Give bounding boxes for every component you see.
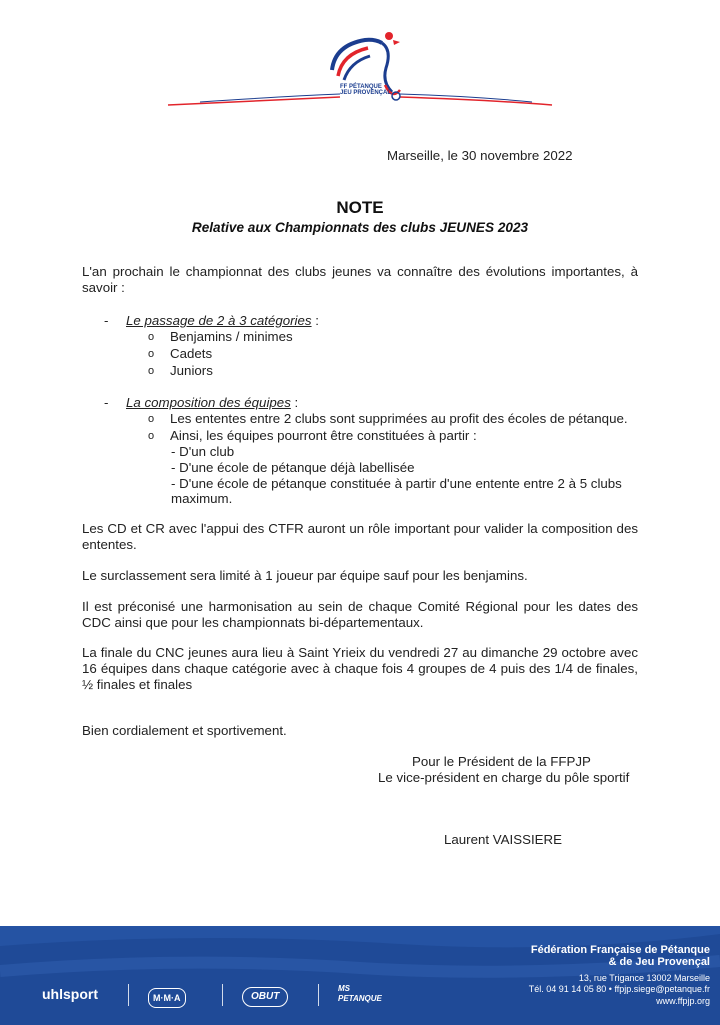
- section1-heading-line: [126, 313, 319, 329]
- category-item: Cadets: [170, 346, 213, 361]
- footer-org-line1: Fédération Française de Pétanque: [530, 944, 710, 956]
- signature-name: Laurent VAISSIERE: [444, 832, 563, 847]
- bullet-icon: o: [148, 348, 155, 360]
- sponsor-separator: [318, 984, 319, 1006]
- bullet-icon: o: [148, 365, 155, 377]
- category-item: Benjamins / minimes: [170, 329, 293, 344]
- sponsor-ms-petanque-logo: MS PETANQUE: [338, 984, 382, 1003]
- section2-heading-line: [126, 395, 298, 411]
- intro-paragraph: L'an prochain le championnat des clubs jeunes va connaître des évolutions importantes, à savoir :: [82, 264, 638, 295]
- document-date: Marseille, le 30 novembre 2022: [387, 148, 573, 163]
- closing-line: Bien cordialement et sportivement.: [82, 723, 287, 738]
- bullet-icon: o: [148, 331, 155, 343]
- footer-website: www.ffpjp.org: [656, 996, 710, 1006]
- bullet-icon: o: [148, 430, 155, 442]
- sub-item: - D'une école de pétanque constituée à partir d'une entente entre 2 à 5 clubs: [171, 476, 622, 491]
- category-item: Juniors: [170, 363, 213, 378]
- section1-heading: Le passage de 2 à 3 catégories: [126, 313, 312, 328]
- sub-item: - D'un club: [171, 444, 235, 459]
- sponsor-uhlsport-logo: uhlsport: [42, 986, 98, 1002]
- bullet-icon: o: [148, 413, 155, 425]
- footer-banner: [0, 926, 720, 1025]
- paragraph-finale: La finale du CNC jeunes aura lieu à Saint Yrieix du vendredi 27 au dimanche 29 octobre avec 16 équipes dans chaque catégorie avec à chaque fois 4 groupes de 4 puis des 1/4 de finales, ½ finales et finales: [82, 645, 638, 692]
- section1-suffix: :: [311, 313, 319, 328]
- composition-item: Ainsi, les équipes pourront être constituées à partir :: [170, 428, 477, 443]
- header-logo: [0, 20, 720, 120]
- section2-heading: La composition des équipes: [126, 395, 291, 410]
- footer-contact: Tél. 04 91 14 05 80 • ffpjp.siege@petanque.fr: [528, 984, 710, 994]
- section2-dash: -: [104, 395, 109, 410]
- section1-dash: -: [104, 313, 109, 328]
- sub-item: maximum.: [171, 491, 233, 506]
- section2-suffix: :: [290, 395, 299, 410]
- rooster-logo-icon: [160, 20, 560, 115]
- footer-address: 13, rue Trigance 13002 Marseille: [578, 973, 710, 983]
- document-subtitle: Relative aux Championnats des clubs JEUNES 2023: [191, 220, 529, 235]
- sponsor-separator: [222, 984, 223, 1006]
- logo-line2: JEU PROVENÇAL: [340, 90, 392, 96]
- footer-org-line2: & de Jeu Provençal: [608, 956, 710, 968]
- paragraph-harmonisation: Il est préconisé une harmonisation au sein de chaque Comité Régional pour les dates des CDC ainsi que pour les championnats bi-départementaux.: [82, 599, 638, 630]
- signature-line2: Le vice-président en charge du pôle sportif: [378, 770, 630, 785]
- sub-item: - D'une école de pétanque déjà labellisée: [171, 460, 415, 475]
- paragraph-surclassement: Le surclassement sera limité à 1 joueur par équipe sauf pour les benjamins.: [82, 568, 528, 583]
- sponsor-separator: [128, 984, 129, 1006]
- sponsor-obut-logo: OBUT: [242, 987, 288, 1007]
- document-title: NOTE: [336, 198, 384, 217]
- logo-line1: FF PÉTANQUE: [340, 84, 382, 90]
- paragraph-cd-cr: Les CD et CR avec l'appui des CTFR auront un rôle important pour valider la composition des ententes.: [82, 521, 638, 552]
- sponsor-mma-logo: M·M·A: [148, 988, 186, 1008]
- composition-item: Les ententes entre 2 clubs sont supprimées au profit des écoles de pétanque.: [170, 411, 628, 426]
- signature-line1: Pour le Président de la FFPJP: [412, 754, 591, 769]
